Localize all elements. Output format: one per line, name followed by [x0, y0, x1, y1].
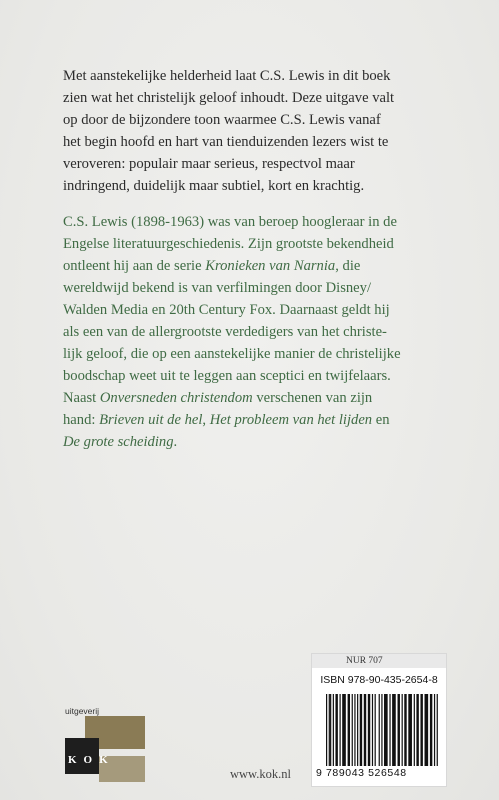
book-title: Brieven uit de hel [99, 412, 203, 428]
blurb-line: het begin hoofd en hart van tienduizenden lezers wist te [63, 134, 389, 150]
bio-line [63, 387, 401, 409]
blurb-line: op door de bijzondere toon waarmee C.S. Lewis vanaf [63, 112, 381, 128]
barcode-bar [342, 694, 346, 766]
barcode-bar [392, 694, 396, 766]
blurb-line: veroveren: populair maar serieus, respectvol maar [63, 156, 355, 172]
logo-letters: KOK [68, 754, 115, 766]
blurb-paragraph [63, 65, 394, 197]
barcode-bar [364, 694, 366, 766]
bio-text: C.S. Lewis (1898-1963) was van beroep hoogleraar in de [63, 214, 397, 230]
bio-text: hand: [63, 412, 100, 428]
barcode-bar [354, 694, 355, 766]
barcode-bar [368, 694, 370, 766]
barcode-bar [339, 694, 340, 766]
bio-text: verschenen van zijn [252, 390, 373, 406]
bio-text: lijk geloof, die op een aanstekelijke manier de christelijke [63, 346, 401, 362]
book-title: Het probleem van het lijden [209, 412, 373, 428]
bio-line [63, 365, 401, 387]
publisher-url: www.kok.nl [230, 767, 291, 781]
barcode-bar [326, 694, 327, 766]
book-title: De grote scheiding [63, 434, 174, 450]
barcode-bar [434, 694, 435, 766]
bio-line [63, 233, 401, 255]
barcode-bar [437, 694, 438, 766]
book-title: Onversneden christendom [99, 390, 253, 406]
barcode-bar [425, 694, 429, 766]
bio-text: . [173, 434, 178, 450]
bio-text: ontleent hij aan de serie [63, 258, 206, 274]
kok-logo [65, 716, 145, 782]
bio-line [63, 255, 401, 277]
barcode-bar [430, 694, 432, 766]
barcode-bar [329, 694, 330, 766]
bio-text: , die [335, 258, 361, 274]
publisher-label: uitgeverij [65, 706, 100, 716]
barcode-bar [420, 694, 422, 766]
bio-text: Naast [63, 390, 100, 406]
bio-line [63, 299, 401, 321]
author-bio-paragraph [63, 211, 401, 453]
bio-line [63, 277, 401, 299]
barcode-bar [372, 694, 373, 766]
barcode-bar [398, 694, 400, 766]
barcode-bar [414, 694, 415, 766]
bio-text: Walden Media en 20th Century Fox. Daarnaast geldt hij [63, 302, 390, 318]
barcode-bar [352, 694, 353, 766]
barcode-bar [335, 694, 337, 766]
bio-line [63, 343, 401, 365]
bio-text: , [202, 412, 210, 428]
blurb-line: Met aanstekelijke helderheid laat C.S. Lewis in dit boek [63, 68, 391, 84]
barcode-bar [384, 694, 388, 766]
book-title: Kronieken van Narnia [205, 258, 336, 274]
bio-line [63, 409, 401, 431]
barcode-bar [416, 694, 418, 766]
barcode-bar [360, 694, 362, 766]
bio-text: Engelse literatuurgeschiedenis. Zijn grootste bekendheid [63, 236, 394, 252]
barcode-bar [330, 694, 331, 766]
bio-line [63, 211, 401, 233]
barcode-bar [375, 694, 376, 766]
barcode-bar [333, 694, 334, 766]
barcode-box [311, 653, 447, 787]
bio-text: en [372, 412, 390, 428]
barcode-icon [326, 694, 438, 766]
barcode-digits: 9 789043 526548 [316, 767, 407, 779]
bio-text: boodschap weet uit te leggen aan sceptici en twijfelaars. [63, 368, 391, 384]
bio-text: als een van de allergrootste verdedigers van het christe- [63, 324, 387, 340]
bio-text: wereldwijd bekend is van verfilmingen door Disney/ [63, 280, 372, 296]
isbn-text: ISBN 978-90-435-2654-8 [320, 674, 438, 686]
blurb-line: zien wat het christelijk geloof inhoudt. Deze uitgave valt [63, 90, 395, 106]
barcode-bar [381, 694, 382, 766]
barcode-bar [379, 694, 380, 766]
bio-line [63, 321, 401, 343]
barcode-bar [404, 694, 406, 766]
barcode-bar [408, 694, 412, 766]
barcode-bar [402, 694, 403, 766]
barcode-bar [348, 694, 350, 766]
blurb-line: indringend, duidelijk maar subtiel, kort en krachtig. [63, 178, 365, 194]
nur-code: NUR 707 [312, 654, 446, 668]
barcode-bar [357, 694, 358, 766]
bio-line [63, 431, 401, 453]
barcode-bar [389, 694, 390, 766]
